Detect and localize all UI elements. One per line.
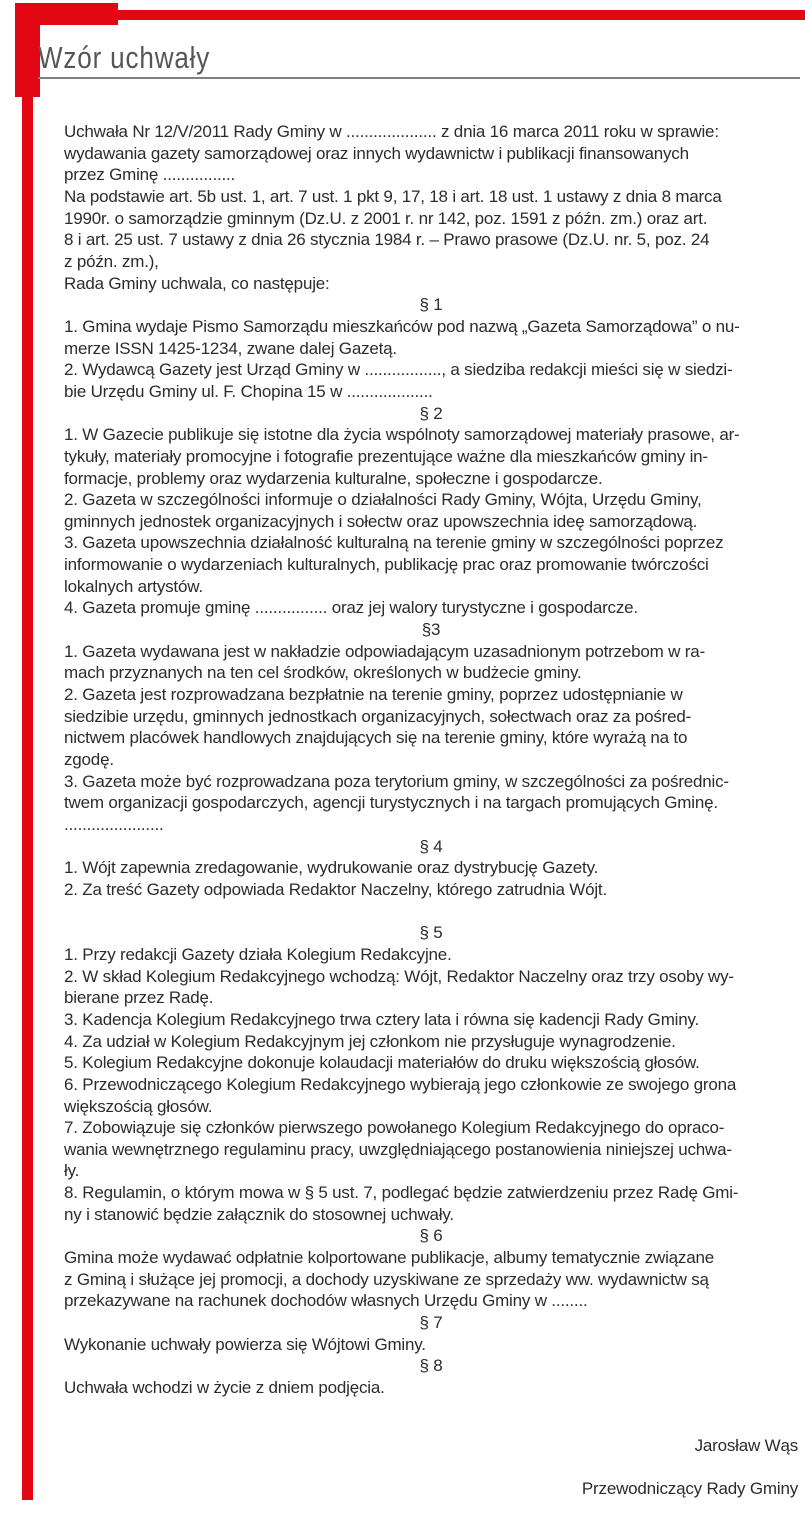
doc-line: 4. Za udział w Kolegium Redakcyjnym jej członkom nie przysługuje wynagrodzenie. [64,1031,676,1051]
doc-line: Uchwała wchodzi w życie z dniem podjęcia. [64,1378,385,1398]
section-heading: § 5 [419,923,443,943]
doc-line: lokalnych artystów. [64,576,203,596]
doc-line: Gmina może wydawać odpłatnie kolportowane publikacje, albumy tematycznie związane [64,1248,714,1268]
signature-block [64,1435,798,1500]
doc-line: 2. Gazeta jest rozprowadzana bezpłatnie na terenie gminy, poprzez udostępnianie w [64,685,683,705]
doc-line: siedzibie urzędu, gminnych jednostkach organizacyjnych, sołectwach oraz za pośred- [64,706,692,726]
doc-line: formacje, problemy oraz wydarzenia kulturalne, społeczne i gospodarcze. [64,468,603,488]
signature-name: Jarosław Wąs [694,1435,798,1455]
doc-line: z Gminą i służące jej promocji, a dochody uzyskiwane ze sprzedaży ww. wydawnictw są [64,1269,709,1289]
doc-line: 2. W skład Kolegium Redakcyjnego wchodzą: Wójt, Redaktor Naczelny oraz trzy osoby wy- [64,966,734,986]
doc-line: 3. Gazeta upowszechnia działalność kulturalną na terenie gminy w szczególności poprzez [64,533,724,553]
doc-line: 6. Przewodniczącego Kolegium Redakcyjnego wybierają jego członkowie ze swojego grona [64,1074,737,1094]
paragraph-spacer [64,901,798,923]
doc-line: 1990r. o samorządzie gminnym (Dz.U. z 2001 r. nr 142, poz. 1591 z późn. zm.) oraz art. [64,208,708,228]
doc-line: 7. Zobowiązuje się członków pierwszego powołanego Kolegium Redakcyjnego do opraco- [64,1118,725,1138]
doc-line: 1. Przy redakcji Gazety działa Kolegium Redakcyjne. [64,944,452,964]
accent-left-rule [22,97,33,1500]
doc-line: Rada Gminy uchwala, co następuje: [64,273,330,293]
doc-line: 1. Wójt zapewnia zredagowanie, wydrukowanie oraz dystrybucję Gazety. [64,858,599,878]
doc-line: nictwem placówek handlowych znajdujących się na terenie gminy, które wyrażą na to [64,728,688,748]
doc-line: 1. Gmina wydaje Pismo Samorządu mieszkańców pod nazwą „Gazeta Samorządowa” o nu- [64,316,740,336]
accent-corner-vertical-bar [15,3,40,97]
doc-line: 3. Kadencja Kolegium Redakcyjnego trwa cztery lata i równa się kadencji Rady Gminy. [64,1009,700,1029]
doc-line: przekazywane na rachunek dochodów własnych Urzędu Gminy w ........ [64,1291,588,1311]
doc-line: większością głosów. [64,1096,213,1116]
section-heading: § 8 [419,1356,443,1376]
section-heading: § 4 [419,836,443,856]
doc-line: 3. Gazeta może być rozprowadzana poza terytorium gminy, w szczególności za pośrednic- [64,771,729,791]
doc-line: ...................... [64,815,164,834]
signature-role: Przewodniczący Rady Gminy [581,1479,798,1498]
doc-line: tykuły, materiały promocyjne i fotografie prezentujące ważne dla mieszkańców gminy in- [64,446,708,466]
title-underline [38,77,800,79]
document-body [64,121,798,1500]
doc-line: wania wewnętrznego regulaminu pracy, uwzględniającego postanowienia niniejszej uchwa- [64,1139,732,1159]
doc-line: bie Urzędu Gminy ul. F. Chopina 15 w ................... [64,381,433,401]
doc-line: ły. [64,1161,80,1181]
doc-line: 8. Regulamin, o którym mowa w § 5 ust. 7, podlegać będzie zatwierdzeniu przez Radę Gmi- [64,1183,739,1203]
doc-line: przez Gminę ................ [64,165,236,185]
doc-line: 8 i art. 25 ust. 7 ustawy z dnia 26 stycznia 1984 r. – Prawo prasowe (Dz.U. nr. 5, poz. 24 [64,230,710,250]
section-heading: §3 [421,620,441,640]
section-heading: § 6 [419,1226,443,1246]
doc-line: ny i stanowić będzie załącznik do stosownej uchwały. [64,1204,454,1224]
doc-line: 2. Wydawcą Gazety jest Urząd Gminy w ................., a siedziba redakcji mieści się w siedzi- [64,360,733,380]
doc-line: Uchwała Nr 12/V/2011 Rady Gminy w .................... z dnia 16 marca 2011 roku w sprawie: [64,122,719,141]
doc-line: Wykonanie uchwały powierza się Wójtowi Gminy. [64,1334,426,1354]
doc-line: 1. Gazeta wydawana jest w nakładzie odpowiadającym uzasadnionym potrzebom w ra- [64,641,705,661]
doc-line: bierane przez Radę. [64,988,214,1008]
doc-line: twem organizacji gospodarczych, agencji turystycznych i na targach promujących Gminę. [64,793,718,813]
section-heading: § 2 [419,403,443,423]
doc-line: z późn. zm.), [64,251,159,271]
doc-line: informowanie o wydarzeniach kulturalnych, publikację prac oraz promowanie twórczości [64,555,709,575]
doc-line: wydawania gazety samorządowej oraz innych wydawnictw i publikacji finansowanych [64,143,689,163]
doc-line: mach przyznanych na ten cel środków, określonych w budżecie gminy. [64,663,582,683]
signature-gap [64,1456,798,1478]
doc-line: Na podstawie art. 5b ust. 1, art. 7 ust. 1 pkt 9, 17, 18 i art. 18 ust. 1 ustawy z dnia 8 marca [64,186,722,206]
doc-line: 1. W Gazecie publikuje się istotne dla życia wspólnoty samorządowej materiały prasowe, ar- [64,425,740,445]
doc-line: 4. Gazeta promuje gminę ................ oraz jej walory turystyczne i gospodarcze. [64,598,638,618]
doc-line: 2. Gazeta w szczególności informuje o działalności Rady Gminy, Wójta, Urzędu Gminy, [64,490,702,510]
doc-line: 2. Za treść Gazety odpowiada Redaktor Naczelny, którego zatrudnia Wójt. [64,879,607,899]
section-heading: § 7 [419,1313,443,1333]
doc-line: merze ISSN 1425-1234, zwane dalej Gazetą. [64,338,397,358]
section-heading: § 1 [419,295,443,315]
doc-line: zgodę. [64,750,114,770]
doc-line: gminnych jednostek organizacyjnych i sołectw oraz upowszechnia ideę samorządową. [64,511,698,531]
accent-top-rule [118,10,805,20]
doc-line: 5. Kolegium Redakcyjne dokonuje kolaudacji materiałów do druku większością głosów. [64,1053,700,1073]
page-title: Wzór uchwały [38,40,211,75]
